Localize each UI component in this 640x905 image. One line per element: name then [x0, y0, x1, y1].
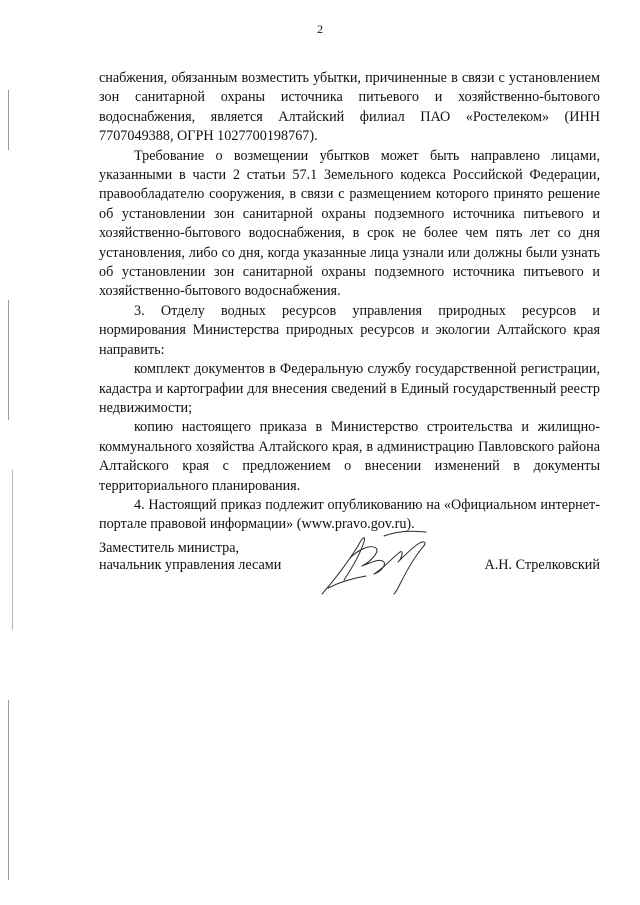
signature-block — [99, 540, 600, 600]
paragraph-item-4: 4. Настоящий приказ подлежит опубликованию на «Официальном интернет-портале правовой информации» (www.pravo.gov.ru). — [99, 496, 600, 533]
scan-artifact — [8, 700, 9, 880]
scan-artifact — [12, 470, 13, 630]
scan-artifact — [8, 90, 9, 150]
page-number: 2 — [317, 22, 323, 36]
handwritten-signature — [314, 528, 434, 598]
paragraph-continuation: снабжения, обязанным возместить убытки, причиненные в связи с установлением зон санитарной охраны источника питьевого и хозяйственно-бытового водоснабжения, является Алтайский филиал ПАО «Ростелеком» (ИНН 7707049388, ОГРН 1027700198767). — [99, 70, 600, 145]
paragraph-item-3: 3. Отделу водных ресурсов управления природных ресурсов и нормирования Министерства природных ресурсов и экологии Алтайского края направить: — [99, 302, 600, 358]
paragraph-item-3-sub-1: комплект документов в Федеральную службу государственной регистрации, кадастра и картографии для внесения сведений в Единый государственный реестр недвижимости; — [99, 361, 600, 416]
signer-title-line-2: начальник управления лесами — [99, 557, 282, 573]
document-body — [99, 69, 600, 535]
signer-name: А.Н. Стрелковский — [484, 557, 600, 573]
signer-title-line-1: Заместитель министра, — [99, 540, 240, 556]
scan-artifact — [8, 300, 9, 420]
paragraph-item-3-sub-2: копию настоящего приказа в Министерство строительства и жилищно-коммунального хозяйства Алтайского края, в администрацию Павловского района Алтайского края с предложением о внесении изменений в документы территориального планирования. — [99, 419, 600, 494]
paragraph-damages-claim: Требование о возмещении убытков может быть направлено лицами, указанными в части 2 статьи 57.1 Земельного кодекса Российской Федерации, правообладателю сооружения, в связи с размещением которого принято решение об установлении зон санитарной охраны подземного источника питьевого и хозяйственно-бытового водоснабжения, в срок не более чем пять лет со дня установления, либо со дня, когда указанные лица узнали или должны были узнать об установлении зон санитарной охраны подземного источника питьевого и хозяйственно-бытового водоснабжения. — [99, 147, 600, 300]
signer-title — [99, 540, 281, 574]
